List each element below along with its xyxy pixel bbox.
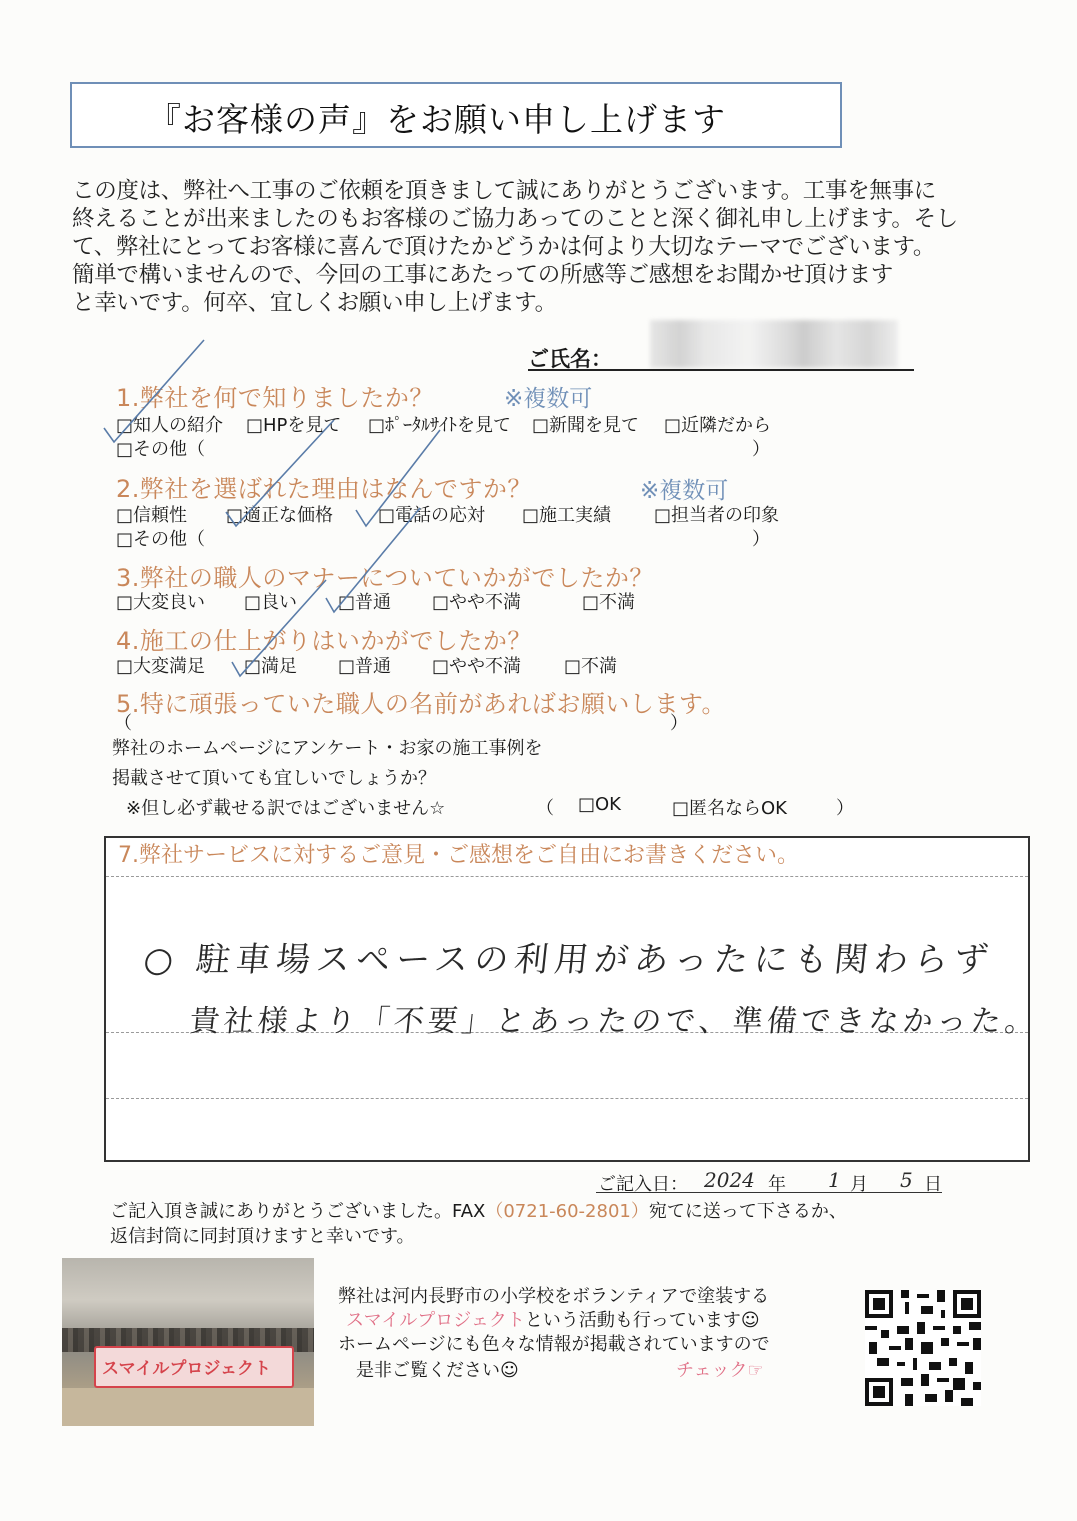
q6-open: （ xyxy=(536,798,554,819)
q1-option-referral[interactable]: □知人の紹介 xyxy=(116,415,224,436)
check-mark-q2-price xyxy=(226,420,334,526)
check-mark-q1 xyxy=(104,340,204,442)
comment-box[interactable] xyxy=(104,836,1041,1162)
promo-line2-rest: という活動も行っています☺ xyxy=(524,1310,760,1331)
q4-option-bad[interactable]: □不満 xyxy=(564,656,618,677)
q5-open: （ xyxy=(114,713,132,734)
q2-note: ※複数可 xyxy=(640,478,729,504)
q2-option-price[interactable]: □適正な価格 xyxy=(226,505,334,526)
q6-line1: 弊社のホームページにアンケート・お家の施工事例を xyxy=(112,738,543,759)
q5-close: ） xyxy=(670,713,688,734)
q1-option-newspaper[interactable]: □新聞を見て xyxy=(532,415,640,436)
check-mark-q2-phone xyxy=(356,430,440,526)
ground xyxy=(62,1388,314,1426)
footer-line1 xyxy=(110,1197,847,1223)
handwritten-answer-line2: 貴社様より「不要」とあったので、準備できなかった。 xyxy=(187,1004,1041,1039)
handwritten-answer-line1: ○ 駐車場スペースの利用があったにも関わらず xyxy=(141,940,997,980)
date-month: 1 xyxy=(828,1168,841,1192)
q4-option-satisfied[interactable]: □満足 xyxy=(244,656,298,677)
q5-heading: 5.特に頑張っていた職人の名前があればお願いします。 xyxy=(116,690,726,718)
intro-line: 簡単で構いませんので、今回の工事にあたっての所感等ご感想をお聞かせ頂けます xyxy=(72,262,893,288)
check-link[interactable]: チェック☞ xyxy=(676,1360,764,1381)
intro-line: この度は、弊社へ工事のご依頼を頂きまして誠にありがとうございます。工事を無事に xyxy=(72,178,937,204)
qr-code-icon[interactable] xyxy=(862,1290,984,1406)
promo-line3: ホームページにも色々な情報が掲載されていますので xyxy=(338,1334,770,1355)
q2-heading: 2.弊社を選ばれた理由はなんですか？ xyxy=(116,475,532,503)
comment-rule xyxy=(106,1098,1028,1099)
q7-heading: 7.弊社サービスに対するご意見・ご感想をご自由にお書きください。 xyxy=(118,843,799,868)
date-month-unit: 月 xyxy=(850,1174,868,1195)
photo-banner-text: スマイルプロジェクト xyxy=(102,1359,271,1379)
q3-option-normal[interactable]: □普通 xyxy=(338,592,392,613)
q6-option-ok[interactable]: □OK xyxy=(578,794,621,815)
q3-heading: 3.弊社の職人のマナーについていかがでしたか？ xyxy=(116,564,654,592)
q6-line3: ※但し必ず載せる訳ではございません☆ xyxy=(126,798,446,819)
footer-line1-b: 宛てに送って下さるか、 xyxy=(648,1201,847,1222)
fax-number: （0721-60-2801） xyxy=(485,1201,649,1222)
q2-option-other[interactable]: □その他（ xyxy=(116,529,206,550)
q2-option-trust[interactable]: □信頼性 xyxy=(116,505,188,526)
promo-line2 xyxy=(346,1306,760,1332)
date-day: 5 xyxy=(900,1168,913,1192)
q1-option-other[interactable]: □その他（ xyxy=(116,439,206,460)
q4-option-normal[interactable]: □普通 xyxy=(338,656,392,677)
q3-option-bad[interactable]: □不満 xyxy=(582,592,636,613)
q3-option-very-good[interactable]: □大変良い xyxy=(116,592,206,613)
q4-option-very-satisfied[interactable]: □大変満足 xyxy=(116,656,206,677)
promo-line1: 弊社は河内長野市の小学校をボランティアで塗装する xyxy=(338,1286,770,1307)
q1-other-close: ） xyxy=(752,439,770,460)
q1-option-portal[interactable]: □ﾎﾟｰﾀﾙｻｲﾄを見て xyxy=(368,415,512,436)
check-mark-q4 xyxy=(232,580,326,676)
date-year: 2024 xyxy=(704,1168,755,1192)
intro-line: 終えることが出来ましたのもお客様のご協力あってのことと深く御礼申し上げます。そし xyxy=(72,206,958,232)
check-marks xyxy=(0,0,1077,760)
q2-other-close: ） xyxy=(752,529,770,550)
q3-option-slightly-bad[interactable]: □やや不満 xyxy=(432,592,522,613)
footer-line1-a: ご記入頂き誠にありがとうございました。FAX xyxy=(110,1201,486,1222)
promo-line4: 是非ご覧ください☺ xyxy=(356,1360,519,1381)
q6-option-anonymous[interactable]: □匿名ならOK xyxy=(672,798,787,819)
q3-option-good[interactable]: □良い xyxy=(244,592,298,613)
q6-line2: 掲載させて頂いても宜しいでしょうか？ xyxy=(112,768,436,789)
date-year-unit: 年 xyxy=(768,1174,786,1195)
date-line xyxy=(596,1192,942,1193)
q4-option-slightly-bad[interactable]: □やや不満 xyxy=(432,656,522,677)
q1-option-neighbor[interactable]: □近隣だから xyxy=(664,415,772,436)
intro-line: と幸いです。何卒、宜しくお願い申し上げます。 xyxy=(72,290,557,316)
q2-option-staff[interactable]: □担当者の印象 xyxy=(654,505,780,526)
intro-line: て、弊社にとってお客様に喜んで頂けたかどうかは何より大切なテーマでございます。 xyxy=(72,234,936,260)
date-day-unit: 日 xyxy=(924,1174,942,1195)
q1-option-hp[interactable]: □HPを見て xyxy=(246,415,342,436)
q6-close: ） xyxy=(836,798,854,819)
page-title: 『お客様の声』をお願い申し上げます xyxy=(148,100,726,139)
date-label: ご記入日： xyxy=(598,1174,688,1195)
footer-line2: 返信封筒に同封頂けますと幸いです。 xyxy=(110,1226,415,1247)
q1-note: ※複数可 xyxy=(504,386,593,412)
q4-heading: 4.施工の仕上がりはいかがでしたか？ xyxy=(116,627,532,655)
check-mark-q3 xyxy=(326,508,420,612)
smile-project-name: スマイルプロジェクト xyxy=(346,1310,525,1331)
q1-heading: 1.弊社を何で知りましたか？ xyxy=(116,384,434,412)
smile-project-photo xyxy=(62,1258,314,1426)
photo-banner xyxy=(94,1346,294,1388)
name-label: ご氏名： xyxy=(528,347,612,371)
q2-option-record[interactable]: □施工実績 xyxy=(522,505,612,526)
comment-rule xyxy=(106,876,1028,877)
q2-option-phone[interactable]: □電話の応対 xyxy=(378,505,486,526)
